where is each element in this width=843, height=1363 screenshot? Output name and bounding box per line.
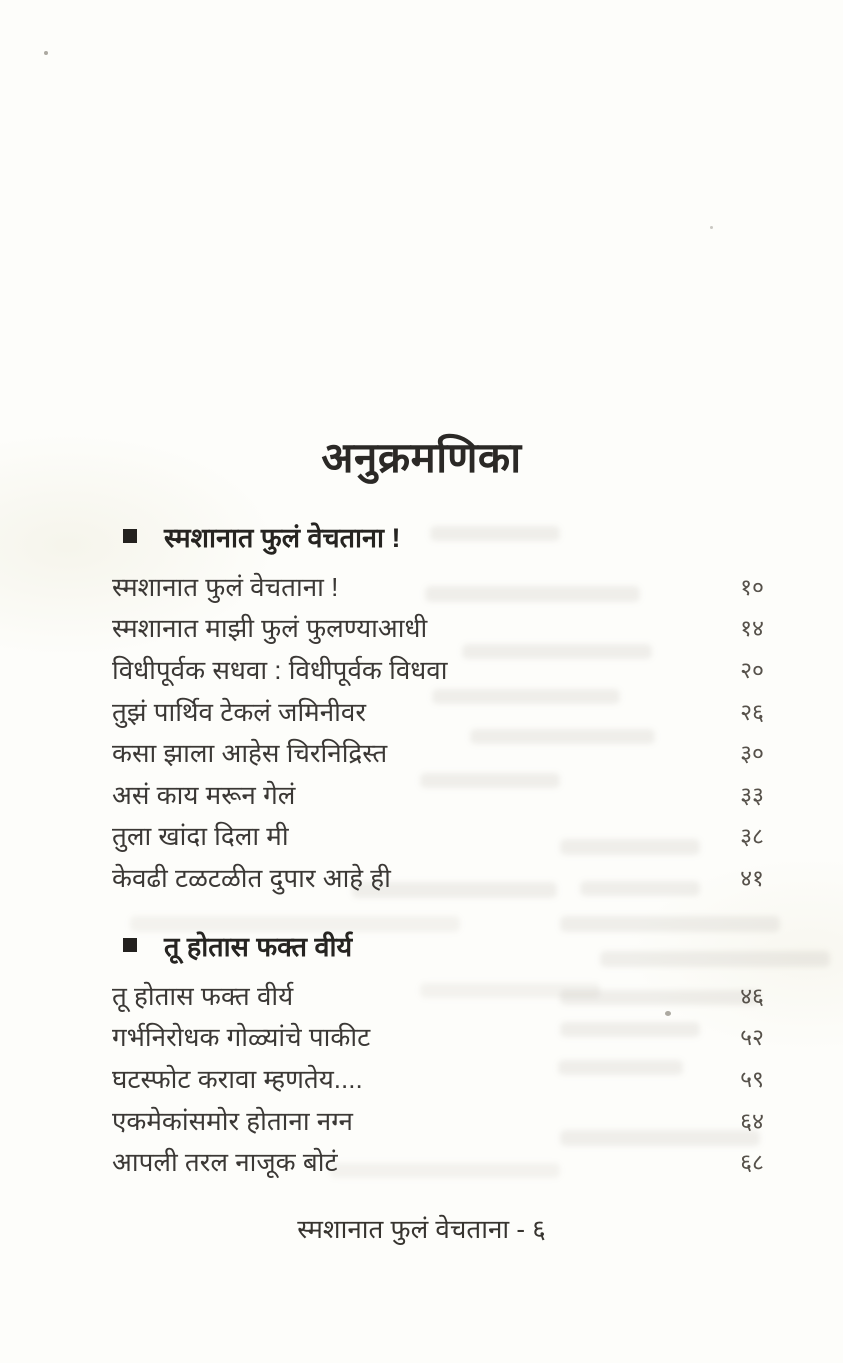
toc-entry-title: कसा झाला आहेस चिरनिद्रिस्त <box>112 738 388 769</box>
toc-entry-title: स्मशानात माझी फुलं फुलण्याआधी <box>112 613 428 644</box>
toc-entry <box>112 856 768 898</box>
toc-entry-page-number: २६ <box>740 698 764 725</box>
square-bullet-icon <box>123 938 137 952</box>
toc-entry-title: घटस्फोट करावा म्हणतेय.... <box>112 1063 363 1094</box>
toc-entry-title: तुझं पार्थिव टेकलं जमिनीवर <box>112 696 366 727</box>
toc-section-1 <box>112 514 768 898</box>
toc-entry <box>112 1057 768 1099</box>
toc-section-2-header <box>112 923 768 967</box>
toc-entry <box>112 815 768 857</box>
toc-entry-title: तुला खांदा दिला मी <box>112 821 289 852</box>
toc-entry-page-number: ३० <box>740 740 764 767</box>
section-heading: स्मशानात फुलं वेचताना ! <box>164 522 401 553</box>
section-heading: तू होतास फक्त वीर्य <box>164 931 353 962</box>
toc-entry-page-number: ३३ <box>740 781 764 808</box>
toc-entry-title: गर्भनिरोधक गोळ्यांचे पाकीट <box>112 1022 371 1053</box>
page-footer: स्मशानात फुलं वेचताना - ६ <box>297 1214 546 1244</box>
toc-entry <box>112 565 768 607</box>
toc-entry-title: केवढी टळटळीत दुपार आहे ही <box>112 862 391 893</box>
toc-entry-title: असं काय मरून गेलं <box>112 779 296 810</box>
toc-entry-page-number: ५९ <box>740 1065 764 1092</box>
toc-entry <box>112 974 768 1016</box>
square-bullet-icon <box>123 529 137 543</box>
toc-entry-page-number: २० <box>740 656 764 683</box>
toc-entry-page-number: ३८ <box>740 823 764 850</box>
toc-entry <box>112 731 768 773</box>
toc-entry-page-number: १४ <box>740 615 764 642</box>
toc-entry-title: स्मशानात फुलं वेचताना ! <box>112 571 339 602</box>
toc-section-2 <box>112 923 768 1182</box>
toc-entry-page-number: ४१ <box>740 864 764 891</box>
toc-section-1-header <box>112 514 768 558</box>
toc-entry <box>112 690 768 732</box>
page-title: अनुक्रमणिका <box>321 434 522 481</box>
toc-entry <box>112 773 768 815</box>
toc-entry <box>112 607 768 649</box>
toc-entry-page-number: ६८ <box>740 1149 764 1176</box>
toc-entry-title: तू होतास फक्त वीर्य <box>112 980 294 1011</box>
toc-entry-title: विधीपूर्वक सधवा : विधीपूर्वक विधवा <box>112 654 448 685</box>
toc-entry-page-number: ६४ <box>740 1107 764 1134</box>
toc-entry <box>112 1016 768 1058</box>
toc-entry-title: एकमेकांसमोर होताना नग्न <box>112 1105 353 1136</box>
toc-entry-page-number: ४६ <box>740 982 764 1009</box>
toc-entry <box>112 1099 768 1141</box>
toc-entry-page-number: १० <box>740 573 764 600</box>
toc-entry <box>112 648 768 690</box>
toc-entry-page-number: ५२ <box>740 1024 764 1051</box>
toc-entry <box>112 1140 768 1182</box>
toc-entry-title: आपली तरल नाजूक बोटं <box>112 1147 338 1178</box>
